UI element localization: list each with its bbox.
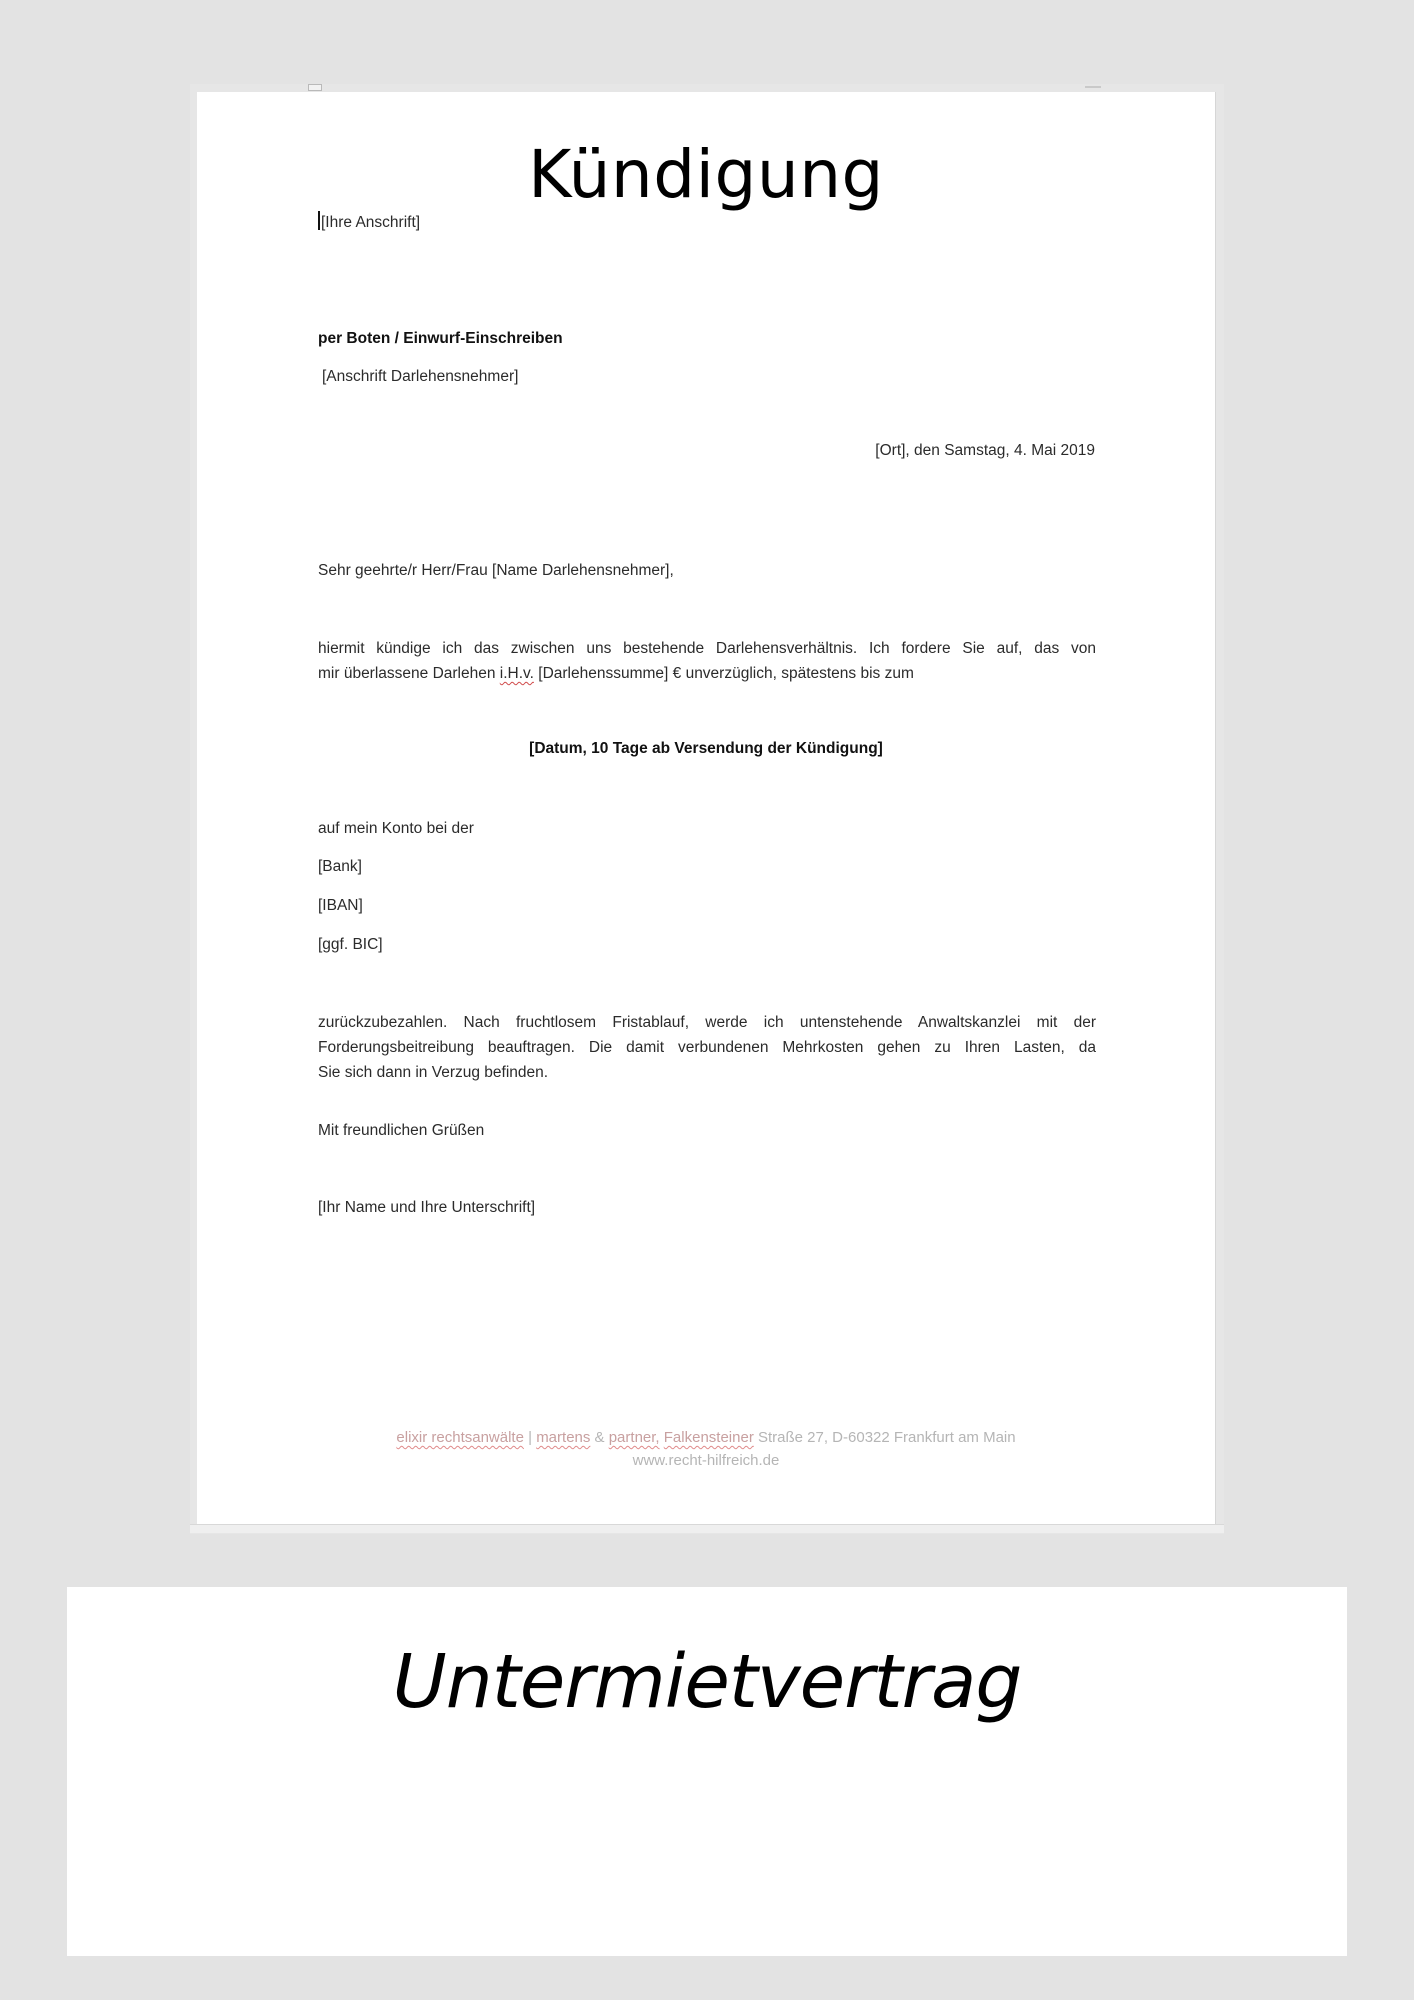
document-footer (197, 1426, 1215, 1472)
footer-address-rest: Straße 27, D-60322 Frankfurt am Main (753, 1429, 1016, 1446)
text-segment: mir überlassene Darlehen (318, 665, 500, 682)
page-marker-right (1085, 86, 1101, 88)
page-bottom-edge (190, 1524, 1224, 1533)
paragraph-line: Sie sich dann in Verzug befinden. (318, 1064, 549, 1081)
deadline-placeholder: [Datum, 10 Tage ab Versendung der Kündigung] (529, 740, 883, 757)
signature-placeholder: [Ihr Name und Ihre Unterschrift] (318, 1199, 536, 1216)
paragraph-line: zurückzubezahlen. Nach fruchtlosem Fristablauf, werde ich untenstehende Anwaltskanzlei mit der (318, 1014, 1096, 1031)
footer-separator: | (523, 1429, 537, 1446)
bank-placeholder: [Bank] (318, 858, 362, 875)
text-segment: [Darlehenssumme] € unverzüglich, spätestens bis zum (533, 665, 914, 682)
place-date: [Ort], den Samstag, 4. Mai 2019 (875, 442, 1095, 459)
account-intro: auf mein Konto bei der (318, 820, 474, 837)
text-cursor (318, 211, 320, 230)
bic-placeholder: [ggf. BIC] (318, 936, 383, 953)
footer-firm-name: elixir rechtsanwälte (396, 1429, 524, 1446)
paragraph-line: Forderungsbeitreibung beauftragen. Die damit verbundenen Mehrkosten gehen zu Ihren Lasten, da (318, 1039, 1096, 1056)
untermietvertrag-card[interactable] (67, 1587, 1347, 1956)
footer-street-name: Falkensteiner (663, 1429, 754, 1446)
iban-placeholder: [IBAN] (318, 897, 363, 914)
document-page (197, 92, 1216, 1524)
card-title: Untermietvertrag (392, 1639, 1022, 1725)
closing: Mit freundlichen Grüßen (318, 1122, 485, 1139)
paragraph-line: hiermit kündige ich das zwischen uns bestehende Darlehensverhältnis. Ich fordere Sie auf, das von (318, 640, 1096, 657)
paragraph-termination (318, 636, 1096, 686)
recipient-address: [Anschrift Darlehensnehmer] (322, 368, 519, 385)
footer-address-line (197, 1426, 1215, 1449)
sender-address: [Ihre Anschrift] (321, 214, 421, 231)
sender-address-line (318, 210, 420, 235)
document-title: Kündigung (528, 136, 884, 213)
footer-partner-name: martens (536, 1429, 591, 1446)
footer-ampersand: & (590, 1429, 609, 1446)
paragraph-line (318, 661, 1096, 686)
paragraph-repayment (318, 1010, 1096, 1085)
footer-website: www.recht-hilfreich.de (632, 1452, 780, 1469)
page-marker-left (308, 84, 322, 91)
delivery-method: per Boten / Einwurf-Einschreiben (318, 330, 563, 347)
document-preview[interactable] (190, 84, 1224, 1534)
salutation: Sehr geehrte/r Herr/Frau [Name Darlehensnehmer], (318, 562, 674, 579)
footer-partner-suffix: partner, (608, 1429, 660, 1446)
spellcheck-marked-word: i.H.v. (499, 665, 534, 682)
